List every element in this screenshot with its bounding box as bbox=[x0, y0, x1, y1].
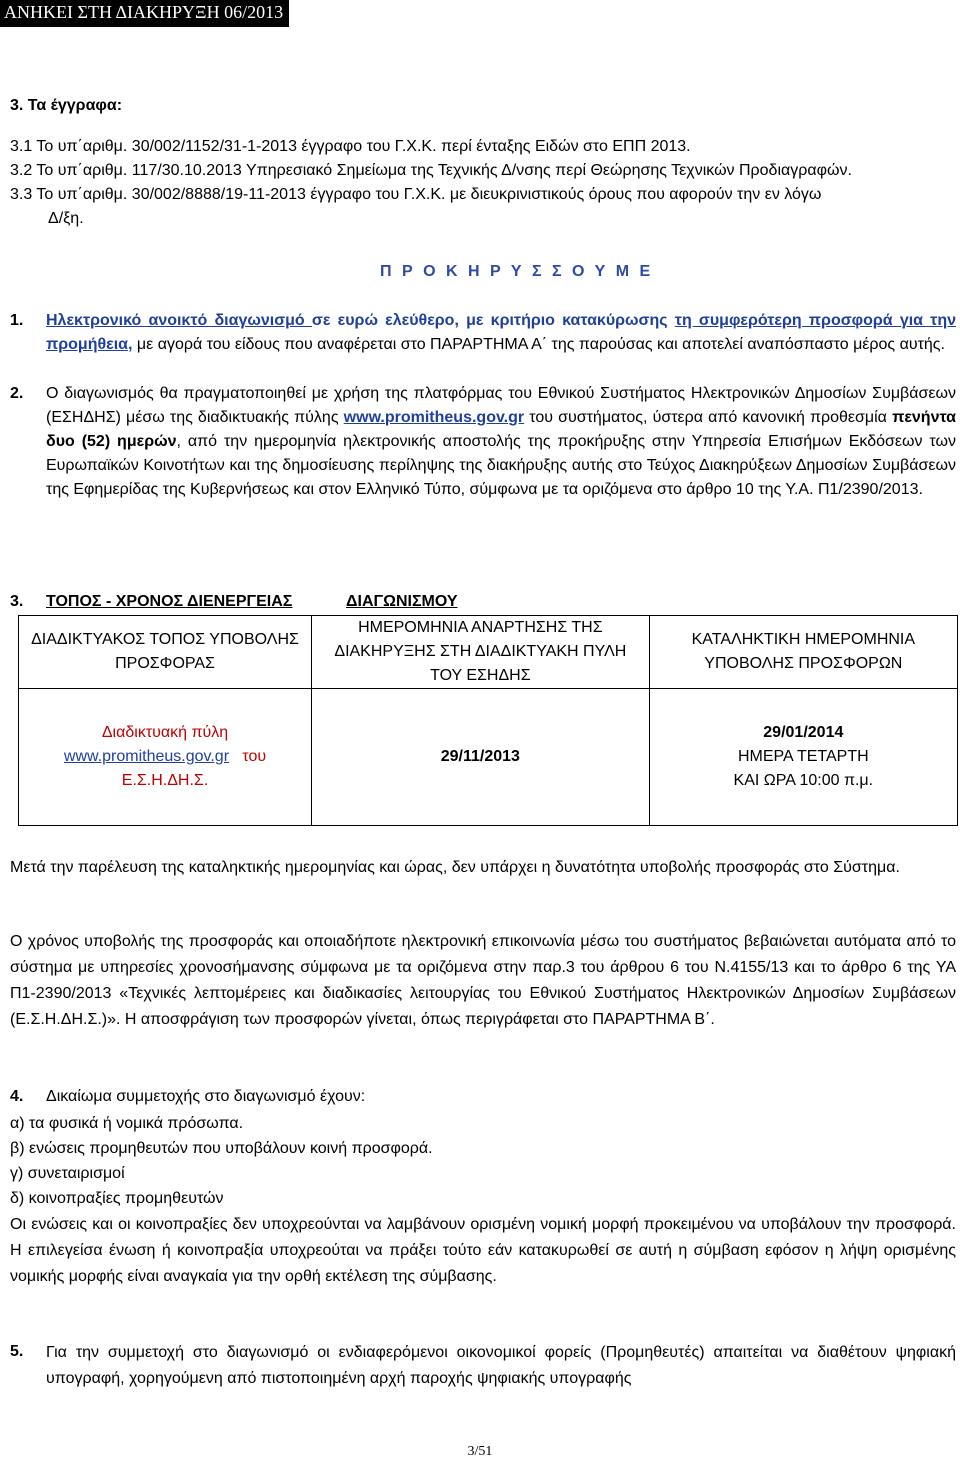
link-gr: gr bbox=[508, 409, 525, 426]
p1-best-offer: τη συμφερότερη προσφορά για την προμήθεια, bbox=[46, 312, 956, 353]
link-main: promitheus.gov. bbox=[384, 409, 509, 426]
p1-mid: σε ευρώ ελεύθερο, με κριτήριο κατακύρωσης bbox=[311, 312, 675, 329]
para-after-1: Μετά την παρέλευση της καταληκτικής ημερομηνίας και ώρας, δεν υπάρχει η δυνατότητα υποβολής προσφοράς στο Σύστημα. bbox=[10, 859, 900, 876]
promitheus-link[interactable] bbox=[344, 409, 524, 426]
section-3b-title-a: ΤΟΠΟΣ - ΧΡΟΝΟΣ ΔΙΕΝΕΡΓΕΙΑΣ bbox=[46, 593, 293, 610]
section-3b-number: 3. bbox=[10, 593, 24, 610]
link-www: www. bbox=[343, 409, 385, 426]
p2-text-3: , από την ημερομηνία ηλεκτρονικής αποστολής της προκήρυξης στην Υπηρεσία Επισήμων Εκδόσεων των Ευρωπαϊκών Κοινοτήτων και της δημοσίευσης περίληψης της διακήρυξης αυτής στο Τεύχος Διακηρύξεων Δημοσίων Συμβάσεων της Εφημερίδας της Κυβερνήσεως και στον Ελληνικό Τύπο, σύμφωνα με τα οριζόμενα στο άρθρο 10 της Υ.Α. Π1/2390/2013. bbox=[46, 433, 957, 498]
section-4-item-d: δ) κοινοπραξίες προμηθευτών bbox=[10, 1190, 224, 1207]
cell-post-date: 29/11/2013 bbox=[312, 689, 650, 826]
deadline-day: ΗΜΕΡΑ ΤΕΤΑΡΤΗ bbox=[737, 748, 869, 765]
section-4-title: Δικαίωμα συμμετοχής στο διαγωνισμό έχουν: bbox=[46, 1088, 366, 1105]
cell1-link[interactable]: www.promitheus.gov.gr bbox=[63, 748, 230, 765]
proclamation-heading: Π Ρ Ο Κ Η Ρ Υ Σ Σ Ο Υ Μ Ε bbox=[380, 263, 654, 280]
page-number: 3/51 bbox=[467, 1444, 493, 1459]
header-submission-site: ΔΙΑΔΙΚΤΥΑΚΟΣ ΤΟΠΟΣ ΥΠΟΒΟΛΗΣ ΠΡΟΣΦΟΡΑΣ bbox=[19, 616, 312, 689]
cell1-line3: Ε.Σ.Η.ΔΗ.Σ. bbox=[121, 772, 209, 789]
cell-submission-site bbox=[19, 689, 312, 826]
cell1-line1: Διαδικτυακή πύλη bbox=[101, 724, 229, 741]
schedule-value-row bbox=[19, 689, 958, 826]
p1-number: 1. bbox=[10, 312, 24, 329]
section-5-text: Για την συμμετοχή στο διαγωνισμό οι ενδιαφερόμενοι οικονομικοί φορείς (Προμηθευτές) απαιτείται να διαθέτουν ψηφιακή υπογραφή, χορηγούμενη από πιστοποιημένη αρχή παροχής ψηφιακής υπογραφής bbox=[46, 1344, 956, 1387]
section-4-para: Οι ενώσεις και οι κοινοπραξίες δεν υποχρεούνται να λαμβάνουν ορισμένη νομική μορφή προκειμένου να υποβάλουν την προσφορά. Η επιλεγείσα ένωση ή κοινοπραξία υποχρεούται να πράξει τούτο εάν κατακυρωθεί σε αυτή η σύμβαση εφόσον η λήψη ορισμένης νομικής μορφής είναι αναγκαία για την ορθή εκτέλεση της σύμβασης. bbox=[10, 1216, 956, 1285]
section-5-number: 5. bbox=[10, 1343, 24, 1360]
section-3b-title-b: ΔΙΑΓΩΝΙΣΜΟΥ bbox=[346, 593, 458, 610]
section-4-number: 4. bbox=[10, 1088, 24, 1105]
p1-body bbox=[46, 309, 956, 357]
doc-item-3-1: 3.1 Το υπ΄αριθμ. 30/002/1152/31-1-2013 έγγραφο του Γ.Χ.Κ. περί ένταξης Ειδών στο ΕΠΠ 2013. bbox=[10, 138, 691, 155]
header-deadline: ΚΑΤΑΛΗΚΤΙΚΗ ΗΜΕΡΟΜΗΝΙΑ ΥΠΟΒΟΛΗΣ ΠΡΟΣΦΟΡΩΝ bbox=[649, 616, 957, 689]
p2-body bbox=[46, 382, 956, 502]
schedule-header-row bbox=[19, 616, 958, 689]
section-4-item-a: α) τα φυσικά ή νομικά πρόσωπα. bbox=[10, 1115, 244, 1132]
para-after-2: Ο χρόνος υποβολής της προσφοράς και οποιαδήποτε ηλεκτρονική επικοινωνία μέσω του συστήματος βεβαιώνεται αυτόματα από το σύστημα με υπηρεσίες χρονοσήμανσης σύμφωνα με τα οριζόμενα στην παρ.3 του άρθρου 6 του Ν.4155/13 και το άρθρο 6 της ΥΑ Π1-2390/2013 «Τεχνικές λεπτομέρειες και διαδικασίες λειτουργίας του Εθνικού Συστήματος Ηλεκτρονικών Δημοσίων Συμβάσεων (Ε.Σ.Η.ΔΗ.Σ.)». Η αποσφράγιση των προσφορών γίνεται, όπως περιγράφεται στο ΠΑΡΑΡΤΗΜΑ Β΄. bbox=[10, 933, 956, 1028]
cell1-tou: του bbox=[242, 748, 267, 765]
deadline-time: ΚΑΙ ΩΡΑ 10:00 π.μ. bbox=[733, 772, 874, 789]
p2-text-1: Ο διαγωνισμός θα πραγματοποιηθεί με χρήση της πλατφόρμας του Εθνικού Συστήματος Ηλεκτρονικών Δημοσίων Συμβάσεων (ΕΣΗΔΗΣ) μέσω της διαδικτυακής πύλης bbox=[46, 385, 956, 426]
section-3-title: 3. Τα έγγραφα: bbox=[10, 97, 123, 114]
deadline-date: 29/01/2014 bbox=[763, 724, 844, 741]
p1-rest: με αγορά του είδους που αναφέρεται στο ΠΑΡΑΡΤΗΜΑ Α΄ της παρούσας και αποτελεί αναπόσπαστο μέρος αυτής. bbox=[132, 336, 945, 353]
doc-item-3-3: 3.3 Το υπ΄αριθμ. 30/002/8888/19-11-2013 έγγραφο του Γ.Χ.Κ. με διευκρινιστικούς όρους που αφορούν την εν λόγω bbox=[10, 186, 822, 203]
section-4-item-c: γ) συνεταιρισμοί bbox=[10, 1165, 125, 1182]
p1-lead: Ηλεκτρονικό ανοικτό διαγωνισμό bbox=[46, 312, 312, 329]
cell-deadline bbox=[649, 689, 957, 826]
section-4-item-b: β) ενώσεις προμηθευτών που υποβάλουν κοινή προσφορά. bbox=[10, 1140, 433, 1157]
p2-number: 2. bbox=[10, 385, 24, 402]
p2-text-2: του συστήματος, ύστερα από κανονική προθεσμία bbox=[524, 409, 893, 426]
doc-item-3-3-cont: Δ/ξη. bbox=[48, 210, 84, 227]
doc-item-3-2: 3.2 Το υπ΄αριθμ. 117/30.10.2013 Υπηρεσιακό Σημείωμα της Τεχνικής Δ/νσης περί Θεώρησης Τεχνικών Προδιαγραφών. bbox=[10, 162, 852, 179]
cell1-line2 bbox=[25, 745, 305, 769]
header-text: ΑΝΗΚΕΙ ΣΤΗ ΔΙΑΚΗΡΥΞΗ 06/2013 bbox=[0, 0, 289, 27]
schedule-table bbox=[18, 615, 958, 826]
header-post-date: ΗΜΕΡΟΜΗΝΙΑ ΑΝΑΡΤΗΣΗΣ ΤΗΣ ΔΙΑΚΗΡΥΞΗΣ ΣΤΗ ΔΙΑΔΙΚΤΥΑΚΗ ΠΥΛΗ ΤΟΥ ΕΣΗΔΗΣ bbox=[312, 616, 650, 689]
p2-deadline: πενήντα δυο (52) ημερών bbox=[46, 409, 957, 450]
document-header bbox=[0, 0, 960, 28]
